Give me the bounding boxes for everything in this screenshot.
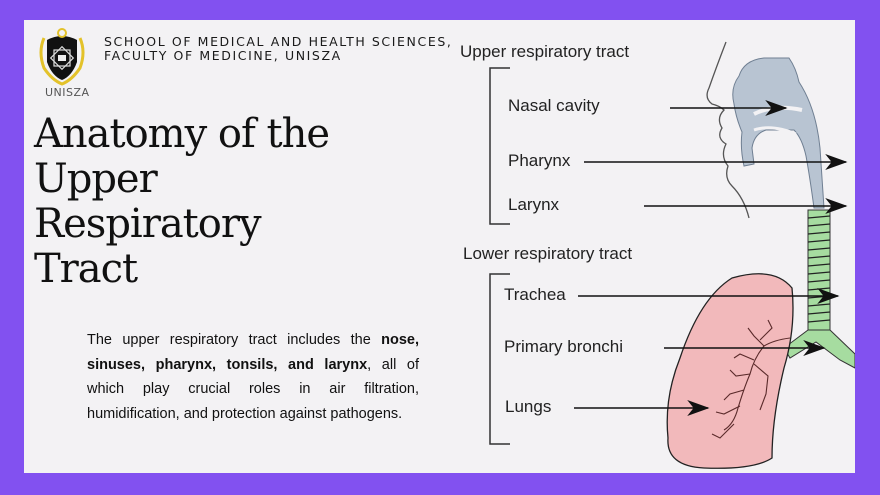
title-line-1: Anatomy of the bbox=[34, 111, 330, 157]
lower-tract-heading: Lower respiratory tract bbox=[463, 244, 633, 263]
description-intro: The upper respiratory tract includes the bbox=[87, 332, 382, 348]
crest-icon bbox=[32, 22, 92, 88]
logo-text: UNISZA bbox=[45, 86, 90, 99]
respiratory-diagram bbox=[454, 38, 855, 473]
description-rest: , all of which play crucial roles in air filtration, humidification, and protection against pathogens. bbox=[87, 356, 419, 422]
description-bold: nose, sinuses, pharynx, tonsils, and larynx bbox=[87, 332, 419, 373]
title-line-3: Respiratory bbox=[34, 201, 261, 247]
unisza-logo bbox=[32, 22, 92, 102]
slide bbox=[24, 20, 855, 473]
upper-tract-heading: Upper respiratory tract bbox=[460, 42, 630, 61]
label-larynx: Larynx bbox=[508, 195, 560, 214]
title-line-4: Tract bbox=[34, 246, 138, 292]
school-name bbox=[104, 35, 452, 63]
label-lungs: Lungs bbox=[505, 397, 552, 416]
page-title bbox=[34, 112, 364, 292]
school-line-1: SCHOOL OF MEDICAL AND HEALTH SCIENCES, bbox=[104, 34, 453, 49]
label-nasal-cavity: Nasal cavity bbox=[508, 96, 600, 115]
description-paragraph bbox=[87, 328, 419, 426]
school-line-2: FACULTY OF MEDICINE, UNISZA bbox=[104, 48, 342, 63]
label-pharynx: Pharynx bbox=[508, 151, 571, 170]
label-primary-bronchi: Primary bronchi bbox=[504, 337, 624, 356]
title-line-2: Upper bbox=[34, 156, 157, 202]
label-trachea: Trachea bbox=[504, 285, 566, 304]
